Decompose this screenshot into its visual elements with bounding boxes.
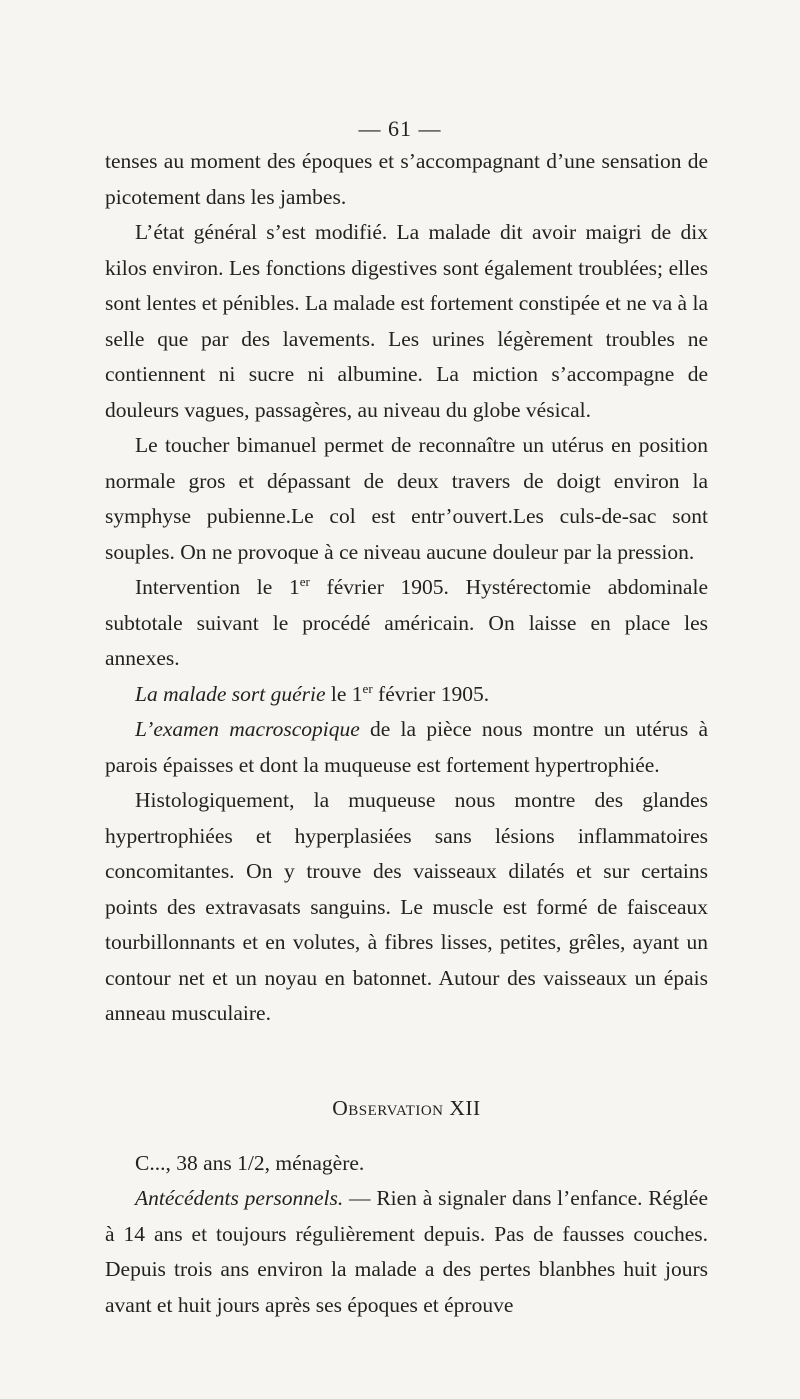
observation-paragraph-1: C..., 38 ans 1/2, ménagère.	[135, 1150, 365, 1175]
paragraph-6-italic: L’examen macroscopique	[135, 717, 360, 741]
paragraph-6	[105, 712, 708, 783]
paragraph-7: Histologiquement, la muqueuse nous montre des glandes hypertrophiées et hyperplasiées sans lésions inflammatoires concomitantes. On y trouve des vaisseaux dilatés et sur certains points des extravasats sanguins. Le muscle est formé de faisceaux tourbillonnants et en volutes, à fibres lisses, petites, grêles, ayant un contour net et un noyau en batonnet. Autour des vaisseaux un épais anneau musculaire.	[105, 788, 708, 1025]
observation-heading: Observation XII	[332, 1095, 481, 1120]
paragraph-5-superscript: er	[362, 680, 373, 696]
paragraph-5-text-a: le 1	[325, 681, 363, 706]
paragraph-5-italic: La malade sort guérie	[135, 681, 326, 706]
paragraph-5	[105, 677, 708, 713]
paragraph-1: tenses au moment des époques et s’accompagnant d’une sensation de picotement dans les jambes.	[105, 149, 708, 209]
page-number: — 61 —	[358, 116, 442, 141]
page-body	[105, 144, 708, 1323]
paragraph-5-text-b: février 1905.	[372, 681, 490, 706]
observation-paragraph-2-italic: Antécédents personnels.	[135, 1186, 344, 1210]
paragraph-6-text: de la pièce nous montre un utérus à parois épaisses et dont la muqueuse est fortement hypertrophiée.	[105, 717, 708, 777]
observation-paragraph-2	[105, 1181, 708, 1323]
paragraph-4	[105, 570, 708, 677]
paragraph-4-text-a: Intervention le 1	[135, 575, 300, 599]
paragraph-4-superscript: er	[299, 573, 310, 589]
paragraph-3: Le toucher bimanuel permet de reconnaître un utérus en position normale gros et dépassant de deux travers de doigt environ la symphyse pubienne.Le col est entr’ouvert.Les culs-de-sac sont souples. On ne provoque à ce niveau aucune douleur par la pression.	[105, 433, 708, 564]
paragraph-2: L’état général s’est modifié. La malade dit avoir maigri de dix kilos environ. Les fonctions digestives sont également troublées; elles sont lentes et pénibles. La malade est fortement constipée et ne va à la selle que par des lavements. Les urines légèrement troubles ne contiennent ni sucre ni albumine. La miction s’accompagne de douleurs vagues, passagères, au niveau du globe vésical.	[105, 220, 708, 422]
paragraph-4-text-b: février 1905. Hystérectomie abdominale subtotale suivant le procédé américain. On laisse en place les annexes.	[105, 575, 708, 670]
observation-paragraph-2-text: — Rien à signaler dans l’enfance. Réglée à 14 ans et toujours régulièrement depuis. Pas de fausses couches. Depuis trois ans environ la malade a des pertes blanbhes huit jours avant et huit jours après ses époques et éprouve	[105, 1186, 708, 1317]
